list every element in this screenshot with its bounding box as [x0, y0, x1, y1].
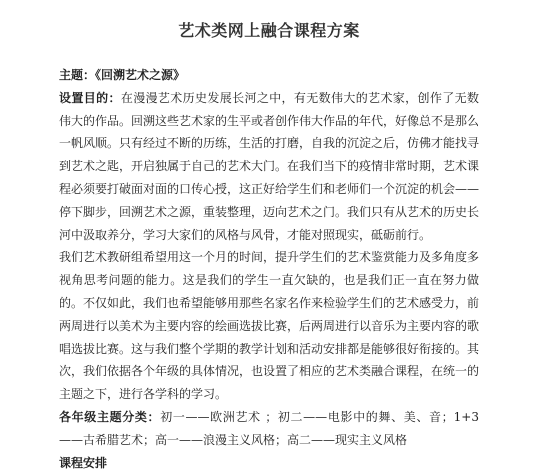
theme-line — [59, 64, 479, 87]
cut-off-heading: 课程安排 — [59, 455, 108, 470]
body-paragraph: 我们艺术教研组希望用这一个月的时间，提升学生们的艺术鉴赏能力及多角度多视角思考问题的能力。这是我们的学生一直欠缺的，也是我们正一直在努力做的。不仅如此，我们也希望能够用那些名家名作来检验学生们的艺术感受力，前两周进行以美术为主要内容的绘画选拔比赛，后两周进行以音乐为主要内容的歌唱选拔比赛。这与我们整个学期的教学计划和活动安排都是能够很好衔接的。其次，我们依据各个年级的具体情况，也设置了相应的艺术类融合课程，在统一的主题之下，进行各学科的学习。 — [59, 250, 480, 402]
grade-label: 各年级主题分类： — [59, 409, 161, 424]
grade-paragraph — [59, 406, 479, 452]
document-body — [59, 64, 480, 470]
theme-value: 《回溯艺术之源》 — [95, 68, 186, 82]
goal-paragraph — [59, 87, 479, 247]
goal-text: 在漫漫艺术历史发展长河之中，有无数伟大的艺术家，创作了无数伟大的作品。回溯这些艺术家的生平或者创作伟大作品的年代，好像总不是那么一帆风顺。只有经过不断的历练，生活的打磨，自我的沉淀之后，仿佛才能找寻到艺术之匙，开启独属于自己的艺术大门。在我们当下的疫情非常时期，艺术课程必须要打破面对面的口传心授，这正好给学生们和老师们一个沉淀的机会——停下脚步，回溯艺术之源，重装整理，迈向艺术之门。我们只有从艺术的历史长河中汲取养分，学习大家们的风格与风骨，才能对照现实，砥砺前行。 — [59, 90, 480, 242]
theme-label: 主题： — [59, 68, 96, 82]
document-title: 艺术类网上融合课程方案 — [178, 21, 360, 40]
grade-text: 初一——欧洲艺术 ；初二——电影中的舞、美、音；1+3——古希腊艺术；高一——浪漫主义风格；高二——现实主义风格 — [59, 409, 479, 447]
goal-label: 设置目的： — [59, 90, 121, 105]
